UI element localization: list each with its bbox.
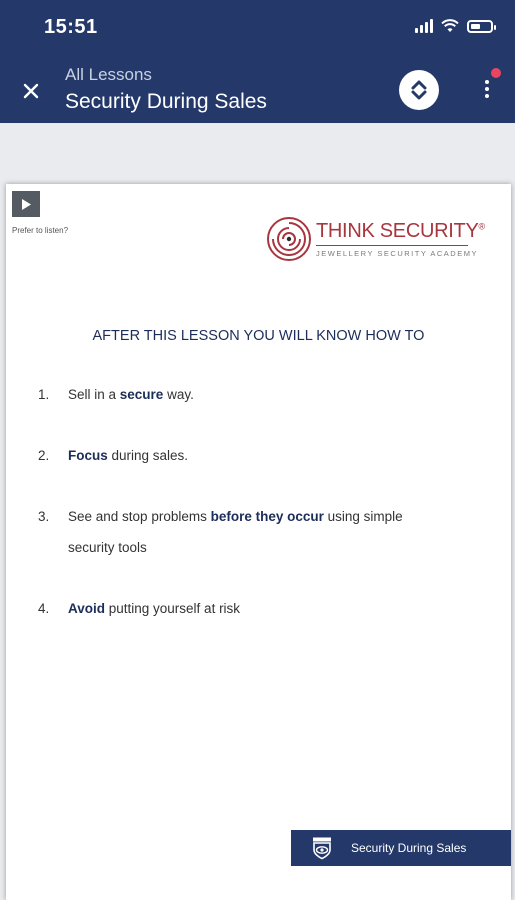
logo-title: THINK SECURITY: [316, 220, 479, 242]
battery-icon: [467, 20, 493, 33]
status-time: 15:51: [44, 16, 98, 38]
play-audio-button[interactable]: [12, 191, 40, 217]
page-title: Security During Sales: [65, 90, 267, 113]
more-vertical-icon: [485, 80, 489, 84]
footer-lesson-label: Security During Sales: [351, 841, 467, 855]
think-security-logo: [266, 216, 485, 267]
status-icons: [415, 19, 493, 33]
target-logo-icon: [266, 216, 312, 262]
listen-label: Prefer to listen?: [12, 226, 69, 235]
play-icon: [21, 199, 31, 210]
logo-subtitle: JEWELLERY SECURITY ACADEMY: [316, 249, 478, 258]
wifi-icon: [441, 19, 459, 33]
breadcrumb-all-lessons[interactable]: All Lessons: [65, 65, 152, 84]
eye-shield-icon: [309, 835, 335, 861]
signal-icon: [415, 19, 433, 33]
objectives-heading: AFTER THIS LESSON YOU WILL KNOW HOW TO: [92, 328, 425, 344]
lesson-navigation-button[interactable]: [399, 70, 439, 110]
lesson-slide: Prefer to listen? THINK SECURITY® JEWELLERY SECURITY ACADEMY AFTER THIS LESSON YOU WILL KNOW HOW TO 1. Sell in a secure way. 2. Focus during sales. 3. See and stop problems before they occur using simple security tools 4. Avoid putting yourself at risk Security During Sales: [6, 184, 511, 900]
logo-registered: ®: [478, 221, 485, 232]
chevron-up-down-icon: [410, 79, 428, 101]
close-button[interactable]: [16, 76, 46, 106]
close-icon: [23, 83, 39, 99]
more-options-button[interactable]: [475, 70, 499, 106]
app-header: [0, 0, 515, 123]
notification-badge: [491, 68, 501, 78]
lesson-footer-tag: [291, 830, 511, 866]
